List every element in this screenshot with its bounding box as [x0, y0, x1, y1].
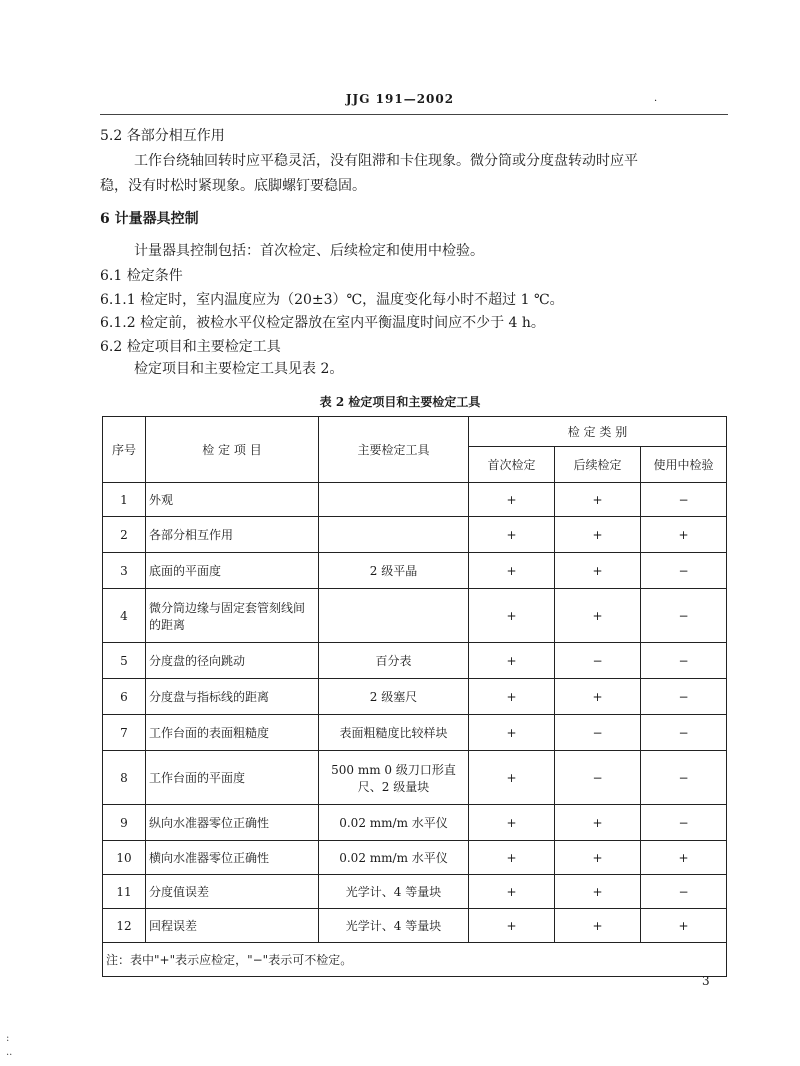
cell-no: 8 — [103, 751, 146, 805]
header-item: 检 定 项 目 — [146, 417, 319, 483]
header-subsequent: 后续检定 — [555, 447, 641, 483]
cell-subsequent: − — [555, 715, 641, 751]
cell-first: + — [469, 553, 555, 589]
document-code: JJG 191—2002 — [345, 92, 455, 106]
cell-item: 各部分相互作用 — [146, 517, 319, 553]
cell-no: 4 — [103, 589, 146, 643]
cell-subsequent: − — [555, 751, 641, 805]
cell-no: 5 — [103, 643, 146, 679]
table-caption: 表 2 检定项目和主要检定工具 — [319, 395, 481, 409]
cell-in-use: + — [641, 909, 727, 943]
cell-in-use: − — [641, 875, 727, 909]
cell-tool — [319, 483, 469, 517]
table-row — [103, 643, 727, 679]
section-6-1-2: 6.1.2 检定前，被检水平仪检定器放在室内平衡温度时间应不少于 4 h。 — [100, 315, 545, 331]
cell-no: 1 — [103, 483, 146, 517]
cell-tool: 百分表 — [319, 643, 469, 679]
table-row — [103, 751, 727, 805]
cell-subsequent: + — [555, 841, 641, 875]
cell-subsequent: + — [555, 589, 641, 643]
cell-in-use: − — [641, 589, 727, 643]
cell-no: 12 — [103, 909, 146, 943]
cell-tool: 2 级塞尺 — [319, 679, 469, 715]
cell-first: + — [469, 805, 555, 841]
cell-item: 横向水准器零位正确性 — [146, 841, 319, 875]
cell-tool — [319, 517, 469, 553]
cell-first: + — [469, 643, 555, 679]
header-first: 首次检定 — [469, 447, 555, 483]
cell-tool: 光学计、4 等量块 — [319, 909, 469, 943]
cell-no: 2 — [103, 517, 146, 553]
table-row — [103, 517, 727, 553]
cell-item: 纵向水准器零位正确性 — [146, 805, 319, 841]
cell-no: 11 — [103, 875, 146, 909]
cell-first: + — [469, 517, 555, 553]
inspection-table — [102, 416, 727, 977]
header-in-use: 使用中检验 — [641, 447, 727, 483]
section-6-2: 6.2 检定项目和主要检定工具 — [100, 339, 281, 355]
table-row — [103, 875, 727, 909]
cell-in-use: + — [641, 517, 727, 553]
cell-item: 微分筒边缘与固定套管刻线间的距离 — [146, 589, 319, 643]
cell-tool: 0.02 mm/m 水平仪 — [319, 841, 469, 875]
table-row — [103, 909, 727, 943]
header-category: 检 定 类 别 — [469, 417, 727, 447]
cell-item: 分度盘与指标线的距离 — [146, 679, 319, 715]
cell-tool: 0.02 mm/m 水平仪 — [319, 805, 469, 841]
cell-first: + — [469, 841, 555, 875]
cell-tool: 2 级平晶 — [319, 553, 469, 589]
cell-subsequent: + — [555, 517, 641, 553]
cell-no: 6 — [103, 679, 146, 715]
cell-first: + — [469, 875, 555, 909]
cell-item: 外观 — [146, 483, 319, 517]
section-5-2-line1: 工作台绕轴回转时应平稳灵活，没有阻滞和卡住现象。微分筒或分度盘转动时应平 — [134, 153, 638, 169]
cell-first: + — [469, 909, 555, 943]
table-row — [103, 553, 727, 589]
cell-tool: 表面粗糙度比较样块 — [319, 715, 469, 751]
cell-subsequent: − — [555, 643, 641, 679]
table-row — [103, 715, 727, 751]
table-row — [103, 805, 727, 841]
cell-in-use: − — [641, 751, 727, 805]
page-number: 3 — [702, 974, 710, 988]
cell-first: + — [469, 679, 555, 715]
cell-in-use: − — [641, 553, 727, 589]
cell-first: + — [469, 589, 555, 643]
cell-subsequent: + — [555, 483, 641, 517]
section-5-2-line2: 稳，没有时松时紧现象。底脚螺钉要稳固。 — [100, 178, 366, 194]
section-6-heading: 6 计量器具控制 — [100, 211, 199, 227]
cell-first: + — [469, 751, 555, 805]
cell-no: 9 — [103, 805, 146, 841]
cell-item: 工作台面的平面度 — [146, 751, 319, 805]
cell-subsequent: + — [555, 875, 641, 909]
table-row — [103, 679, 727, 715]
section-6-1: 6.1 检定条件 — [100, 268, 183, 284]
header-tool: 主要检定工具 — [319, 417, 469, 483]
cell-in-use: − — [641, 715, 727, 751]
header-no: 序号 — [103, 417, 146, 483]
header-rule — [100, 114, 728, 115]
cell-first: + — [469, 483, 555, 517]
cell-subsequent: + — [555, 909, 641, 943]
table-row — [103, 589, 727, 643]
cell-in-use: − — [641, 643, 727, 679]
section-5-2-heading: 5.2 各部分相互作用 — [100, 128, 225, 144]
section-6-1-1: 6.1.1 检定时，室内温度应为（20±3）℃，温度变化每小时不超过 1 ℃。 — [100, 292, 564, 308]
cell-item: 工作台面的表面粗糙度 — [146, 715, 319, 751]
cell-no: 10 — [103, 841, 146, 875]
cell-subsequent: + — [555, 679, 641, 715]
cell-subsequent: + — [555, 553, 641, 589]
cell-tool — [319, 589, 469, 643]
section-6-2-text: 检定项目和主要检定工具见表 2。 — [134, 361, 344, 377]
cell-no: 7 — [103, 715, 146, 751]
cell-in-use: + — [641, 841, 727, 875]
cell-tool: 500 mm 0 级刀口形直尺、2 级量块 — [319, 751, 469, 805]
header-mark: · — [654, 96, 658, 107]
cell-no: 3 — [103, 553, 146, 589]
margin-scan-mark: : .. — [6, 1033, 13, 1058]
cell-item: 分度值误差 — [146, 875, 319, 909]
section-6-intro: 计量器具控制包括：首次检定、后续检定和使用中检验。 — [134, 243, 484, 259]
cell-first: + — [469, 715, 555, 751]
cell-item: 分度盘的径向跳动 — [146, 643, 319, 679]
cell-in-use: − — [641, 679, 727, 715]
cell-item: 回程误差 — [146, 909, 319, 943]
table-row — [103, 841, 727, 875]
cell-in-use: − — [641, 483, 727, 517]
cell-tool: 光学计、4 等量块 — [319, 875, 469, 909]
cell-subsequent: + — [555, 805, 641, 841]
cell-item: 底面的平面度 — [146, 553, 319, 589]
cell-in-use: − — [641, 805, 727, 841]
table-row — [103, 483, 727, 517]
table-note: 注：表中"+"表示应检定，"−"表示可不检定。 — [103, 943, 727, 977]
